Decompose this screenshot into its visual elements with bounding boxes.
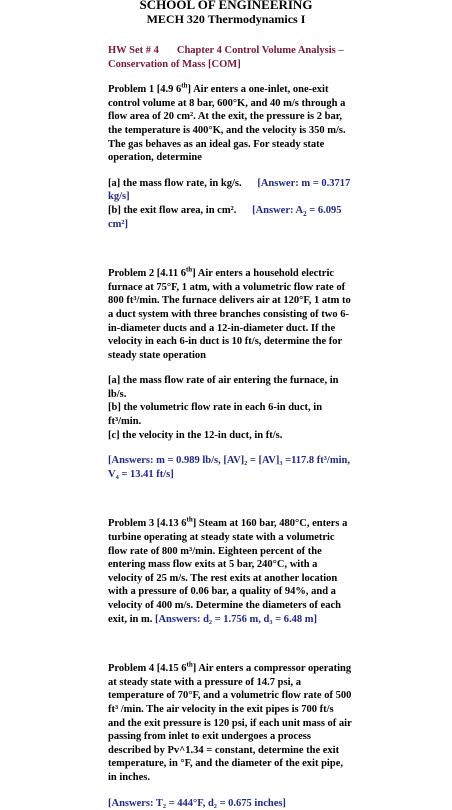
problem-1-statement: Problem 1 [4.9 6th] Air enters a one-inlet, one-exit control volume at 8 bar, 600°K, and 40 m/s through a flow area of 20 cm². At the exit, the pressure is 2 bar, the temperature is 400°K, and the velocity is 350 m/s. The gas behaves as an ideal gas. For steady state operation, determine: [108, 81, 346, 164]
problem-1-label: Problem 1 [4.9 6: [108, 84, 182, 96]
problem-4-label: Problem 4 [4.15 6: [108, 663, 187, 675]
problem-2-parts: [108, 374, 353, 442]
hw-chapter-line1: Chapter 4 Control Volume Analysis –: [176, 45, 344, 56]
problem-2-answers: [Answers: m = 0.989 lb/s, [AV]₂ = [AV]₃ =117.8 ft³/min, V₄ = 13.41 ft/s]: [108, 455, 350, 480]
course-title: MECH 320 Thermodynamics I: [146, 12, 306, 26]
hw-chapter-line2: Conservation of Mass [COM]: [108, 58, 241, 70]
problem-1-answer-a: [Answer: m = 0.3717 kg/s]: [108, 177, 351, 203]
problem-2-label: Problem 2 [4.11 6: [108, 268, 186, 280]
problem-2-part-a: [a] the mass flow rate of air entering the furnace, in lb/s.: [108, 375, 339, 400]
problem-2-text: ] Air enters a household electric furnace at 75°F, 1 atm, with a volumetric flow rate of 800 ft³/min. The furnace delivers air at 120°F, 1 atm to a duct system with three branches consisting of two 6-in-diameter ducts and a 12-in-diameter duct. If the velocity in each 6-in duct is 10 ft/s, determine the for steady state operation: [108, 268, 351, 361]
hw-set-label: HW Set # 4: [108, 45, 159, 56]
problem-1-part-b: [b] the exit flow area, in cm². [Answer: $A_2 = 6.095$ cm²]: [108, 204, 342, 230]
problem-4-text: ] Air enters a compressor operating at steady state with a pressure of 14.7 psi, a temperature of 70°F, and a volumetric flow rate of 500 ft³ /min. The air velocity in the exit pipes is 700 ft/s and the exit pressure is 120 psi, if each unit mass of air passing from inlet to exit undergoes a process described by Pv^1.34 = constant, determine the exit temperature, in °F, and the diameter of the exit pipe, in inches.: [108, 663, 352, 783]
school-name: SCHOOL OF ENGINEERING: [139, 0, 313, 12]
problem-1-part-a: [a] the mass flow rate, in kg/s. [Answer: m = 0.3717 kg/s]: [108, 177, 351, 203]
problem-2-part-b: [b] the volumetric flow rate in each 6-in duct, in ft³/min.: [108, 402, 323, 428]
problem-3-label: Problem 3 [4.13 6: [108, 518, 187, 530]
hw-heading: [108, 44, 353, 71]
problem-2-part-c: [c] the velocity in the 12-in duct, in ft/s.: [108, 429, 283, 441]
problem-3-answer: [Answers: d₂ = 1.756 m, d₃ = 6.48 m]: [154, 613, 318, 625]
problem-2-statement: Problem 2 [4.11 6th] Air enters a household electric furnace at 75°F, 1 atm, with a volumetric flow rate of 800 ft³/min. The furnace delivers air at 120°F, 1 atm to a duct system with three branches consisting of two 6-in-diameter ducts and a 12-in-diameter duct. If the velocity in each 6-in duct is 10 ft/s, determine the for steady state operation: [108, 265, 351, 361]
problem-4-answer: [Answers: T₂ = 444°F, d₂ = 0.675 inches]: [108, 797, 286, 809]
problem-3-text: ] Steam at 160 bar, 480°C, enters a turbine operating at steady state with a volumetric flow rate of 800 m³/min. Eighteen percent of the entering mass flow exits at 5 bar, 240°C, with a velocity of 25 m/s. The rest exits at another location with a pressure of 0.06 bar, a quality of 94%, and a velocity of 400 m/s. Determine the diameters of each exit, in m.: [108, 518, 348, 625]
problem-3-statement: Problem 3 [4.13 6th] Steam at 160 bar, 480°C, enters a turbine operating at steady state with a volumetric flow rate of 800 m³/min. Eighteen percent of the entering mass flow exits at 5 bar, 240°C, with a velocity of 25 m/s. The rest exits at another location with a pressure of 0.06 bar, a quality of 94%, and a velocity of 400 m/s. Determine the diameters of each exit, in m. [Answers: d₂ = 1.756 m, d₃ = 6.48 m]: [108, 515, 348, 625]
document-header: [0, 0, 452, 26]
problem-4-statement: Problem 4 [4.15 6th] Air enters a compressor operating at steady state with a pressure of 14.7 psi, a temperature of 70°F, and a volumetric flow rate of 500 ft³ /min. The air velocity in the exit pipes is 700 ft/s and the exit pressure is 120 psi, if each unit mass of air passing from inlet to exit undergoes a process described by Pv^1.34 = constant, determine the exit temperature, in °F, and the diameter of the exit pipe, in inches.: [108, 660, 352, 783]
problem-1-text: ] Air enters a one-inlet, one-exit control volume at 8 bar, 600°K, and 40 m/s through a flow area of 20 cm². At the exit, the pressure is 2 bar, the temperature is 400°K, and the velocity is 350 m/s. The gas behaves as an ideal gas. For steady state operation, determine: [108, 84, 346, 164]
problem-1-parts: [108, 177, 353, 231]
document-body: [108, 44, 353, 810]
problem-1-answer-b: [Answer: $A_2 = 6.095$ cm²]: [108, 204, 342, 230]
